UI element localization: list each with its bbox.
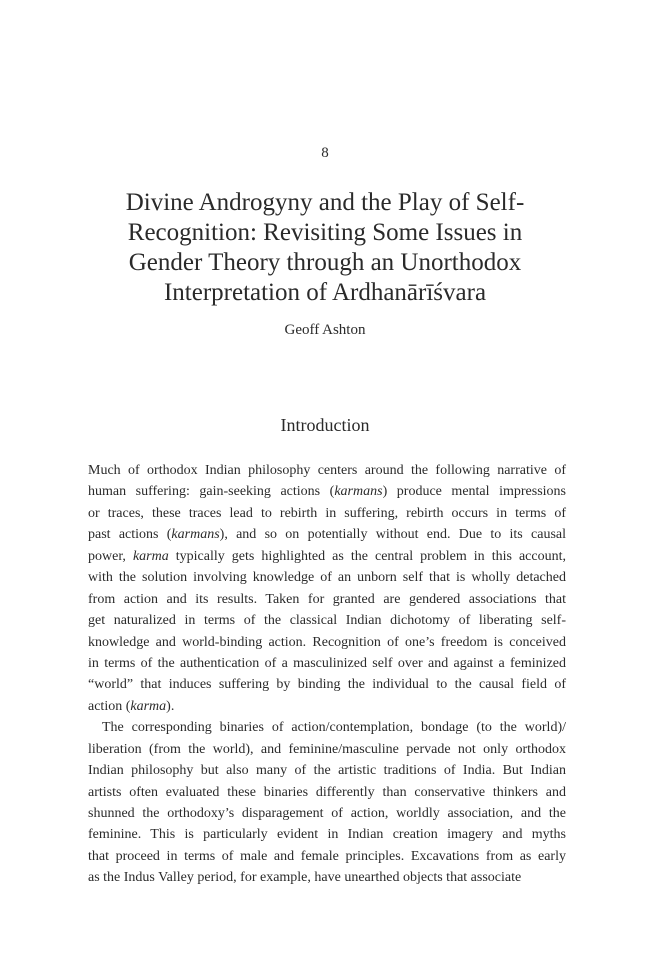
- paragraph-line: human suffering: gain-seeking actions (karmans) produce mental impressions: [88, 484, 566, 500]
- paragraph: [88, 460, 566, 717]
- chapter-title-line: Interpretation of Ardhanārīśvara: [163, 279, 487, 306]
- paragraph-line: artists often evaluated these binaries differently than conservative thinkers and: [88, 784, 566, 800]
- paragraph-line: Much of orthodox Indian philosophy centers around the following narrative of: [88, 463, 566, 478]
- paragraph-line: Indian philosophy but also many of the artistic traditions of India. But Indian: [88, 763, 566, 779]
- paragraph-line: power, karma typically gets highlighted as the central problem in this account,: [88, 548, 566, 564]
- chapter-title-line: Recognition: Revisiting Some Issues in: [127, 219, 523, 246]
- paragraph-line: knowledge and world-binding action. Recognition of one’s freedom is conceived: [88, 634, 566, 650]
- chapter-number: 8: [321, 145, 329, 161]
- italic-term: karma: [130, 698, 167, 714]
- paragraph-line: in terms of the authentication of a masculinized self over and against a feminized: [88, 655, 566, 671]
- paragraph: [88, 717, 566, 889]
- paragraph-line: action (karma).: [88, 698, 175, 714]
- chapter-title-line: Divine Androgyny and the Play of Self-: [125, 189, 525, 216]
- chapter-title-line: Gender Theory through an Unorthodox: [128, 249, 522, 276]
- paragraph-line: shunned the orthodoxy’s disparagement of action, worldly association, and the: [88, 806, 566, 821]
- paragraph-line: liberation (from the world), and feminine/masculine pervade not only orthodox: [88, 741, 566, 757]
- italic-term: karmans: [171, 527, 220, 543]
- paragraph-line: as the Indus Valley period, for example, have unearthed objects that associate: [88, 870, 522, 886]
- paragraph-line: The corresponding binaries of action/contemplation, bondage (to the world)/: [102, 720, 566, 736]
- paragraph-line: from action and its results. Taken for granted are gendered associations that: [88, 591, 566, 607]
- body-text: [88, 460, 566, 889]
- paragraph-line: get naturalized in terms of the classical Indian dichotomy of liberating self-: [88, 613, 566, 629]
- paragraph-line: past actions (karmans), and so on potentially without end. Due to its causal: [88, 527, 566, 543]
- paragraph-line: or traces, these traces lead to rebirth in suffering, rebirth occurs in terms of: [88, 505, 566, 521]
- section-heading: Introduction: [280, 415, 370, 435]
- author-name: Geoff Ashton: [284, 322, 366, 338]
- italic-term: karma: [132, 548, 169, 564]
- paragraph-line: feminine. This is particularly evident in Indian creation imagery and myths: [88, 827, 566, 843]
- chapter-title: [100, 188, 550, 308]
- paragraph-line: with the solution involving knowledge of an unborn self that is wholly detached: [88, 570, 566, 586]
- paragraph-line: “world” that induces suffering by binding the individual to the causal field of: [88, 677, 566, 693]
- paragraph-line: that proceed in terms of male and female principles. Excavations from as early: [88, 848, 566, 864]
- italic-term: karmans: [334, 484, 383, 500]
